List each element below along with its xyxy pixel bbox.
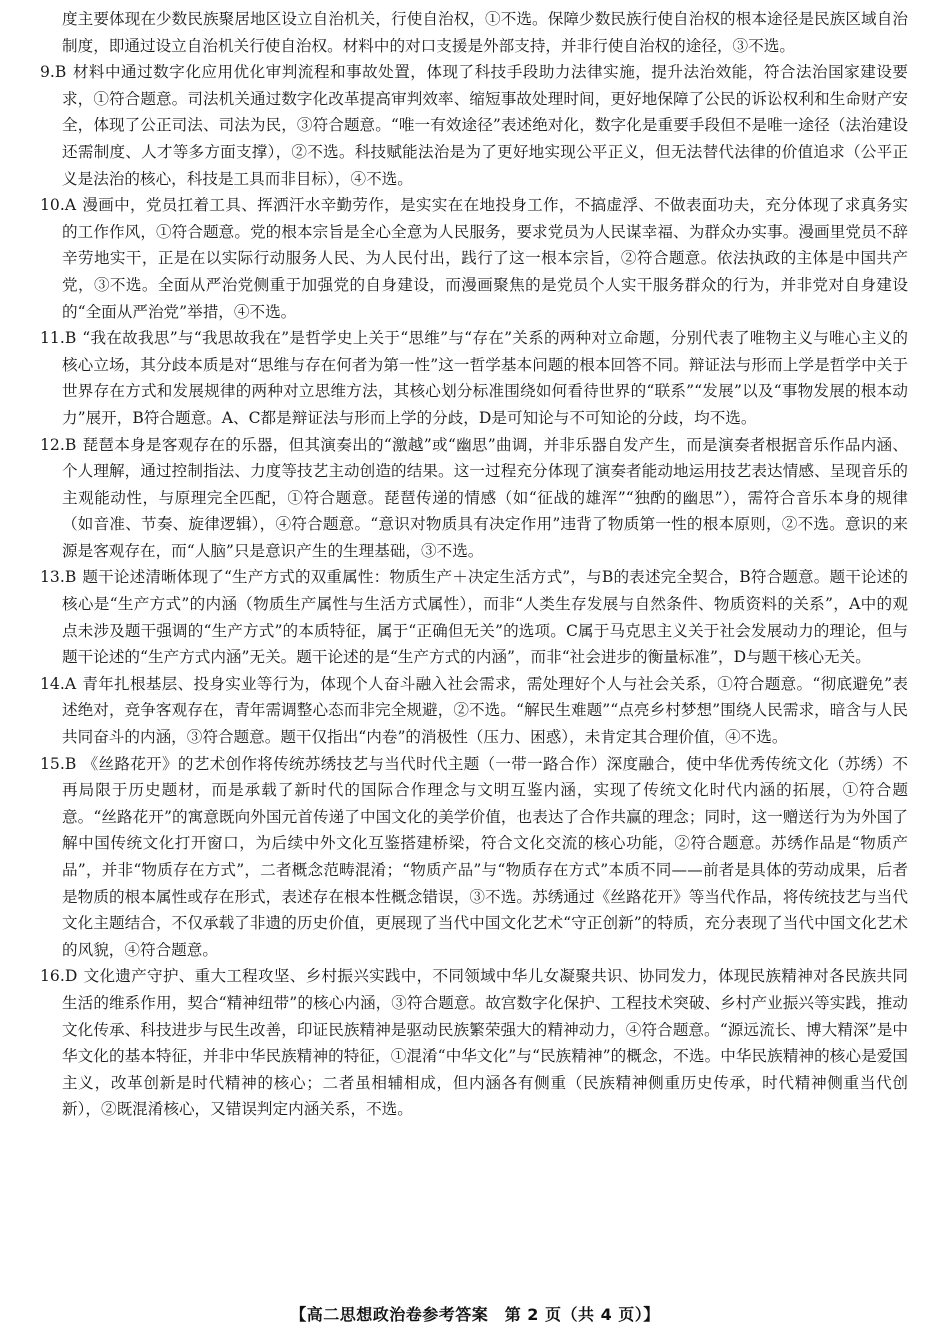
- answer-letter: B: [64, 329, 77, 348]
- answer-item-15: [40, 751, 908, 964]
- answer-letter: B: [64, 568, 77, 587]
- answer-letter: A: [64, 674, 77, 693]
- explanation-text: 文化遗产守护、重大工程攻坚、乡村振兴实践中，不同领域中华儿女凝聚共识、协同发力，体现民族精神对各民族共同生活的维系作用，契合“精神纽带”的核心内涵，③符合题意。故宫数字化保护、工程技术突破、乡村产业振兴等实践，推动文化传承、科技进步与民生改善，印证民族精神是驱动民族繁荣强大的精神动力，④符合题意。“源远流长、博大精深”是中华文化的基本特征，并非中华民族精神的特征，①混淆“中华文化”与“民族精神”的概念，不选。中华民族精神的核心是爱国主义，改革创新是时代精神的核心；二者虽相辅相成，但内涵各有侧重（民族精神侧重历史传承，时代精神侧重当代创新），②既混淆核心，又错误判定内涵关系，不选。: [62, 967, 908, 1119]
- explanation-text: 青年扎根基层、投身实业等行为，体现个人奋斗融入社会需求，需处理好个人与社会关系，①符合题意。“彻底避免”表述绝对，竞争客观存在，青年需调整心态而非完全规避，②不选。“解民生难题”“点亮乡村梦想”围绕人民需求，暗含与人民共同奋斗的内涵，③符合题意。题干仅指出“内卷”的消极性（压力、困惑），未肯定其合理价值，④不选。: [62, 674, 908, 747]
- explanation-text: 材料中通过数字化应用优化审判流程和事故处置，体现了科技手段助力法律实施，提升法治效能，符合法治国家建设要求，①符合题意。司法机关通过数字化改革提高审判效率、缩短事故处理时间，更好地保障了公民的诉讼权利和生命财产安全，体现了公正司法、司法为民，③符合题意。“唯一有效途径”表述绝对化，数字化是重要手段但不是唯一途径（法治建设还需制度、人才等多方面支撑），②不选。科技赋能法治是为了更好地实现公平正义，但无法替代法律的价值追求（公平正义是法治的核心，科技是工具而非目标），④不选。: [62, 63, 908, 188]
- answer-item-12: [40, 432, 908, 565]
- explanation-text: 《丝路花开》的艺术创作将传统苏绣技艺与当代时代主题（一带一路合作）深度融合，使中华优秀传统文化（苏绣）不再局限于历史题材，而是承载了新时代的国际合作理念与文明互鉴内涵，实现了传统文化时代内涵的拓展，①符合题意。“丝路花开”的寓意既向外国元首传递了中国文化的美学价值，也表达了合作共赢的理念；同时，这一赠送行为为外国了解中国传统文化打开窗口，为后续中外文化互鉴搭建桥梁，符合文化交流的核心功能，②符合题意。苏绣作品是“物质产品”，并非“物质存在方式”，二者概念范畴混淆；“物质产品”与“物质存在方式”本质不同——前者是具体的劳动成果，后者是物质的根本属性或存在形式，表述存在根本性概念错误，③不选。苏绣通过《丝路花开》等当代作品，将传统技艺与当代文化主题结合，不仅承载了非遗的历史价值，更展现了当代中国文化艺术“守正创新”的特质，充分表现了当代中国文化艺术的风貌，④符合题意。: [62, 754, 908, 959]
- answer-item-14: [40, 671, 908, 751]
- answer-item-9: [40, 59, 908, 192]
- item-number: 13.: [40, 568, 65, 587]
- item-number: 15.: [40, 754, 65, 773]
- answer-item-11: [40, 325, 908, 431]
- answer-page: [40, 6, 908, 1123]
- answer-letter: A: [64, 196, 77, 215]
- answer-item-16: [40, 963, 908, 1123]
- explanation-text: “我在故我思”与“我思故我在”是哲学史上关于“思维”与“存在”关系的两种对立命题，分别代表了唯物主义与唯心主义的核心立场，其分歧本质是对“思维与存在何者为第一性”这一哲学基本问题的根本回答不同。辩证法与形而上学是哲学中关于世界存在方式和发展规律的两种对立思维方法，其核心划分标准围绕如何看待世界的“联系”“发展”以及“事物发展的根本动力”展开，B符合题意。A、C都是辩证法与形而上学的分歧，D是可知论与不可知论的分歧，均不选。: [62, 329, 908, 427]
- item-number: 11.: [40, 329, 65, 348]
- answer-letter: D: [64, 967, 78, 986]
- answer-item-13: [40, 564, 908, 670]
- item-number: 16.: [40, 967, 65, 986]
- item-number: 12.: [40, 435, 65, 454]
- answer-letter: B: [54, 63, 67, 82]
- answer-letter: B: [64, 754, 77, 773]
- item-8-continuation: 度主要体现在少数民族聚居地区设立自治机关，行使自治权，①不选。保障少数民族行使自治权的根本途径是民族区域自治制度，即通过设立自治机关行使自治权。材料中的对口支援是外部支持，并非行使自治权的途径，③不选。: [62, 10, 908, 55]
- explanation-text: 题干论述清晰体现了“生产方式的双重属性：物质生产＋决定生活方式”，与B的表述完全契合，B符合题意。题干论述的核心是“生产方式”的内涵（物质生产属性与生活方式属性），而非“人类生存发展与自然条件、物质资料的关系”，A中的观点未涉及题干强调的“生产方式”的本质特征，属于“正确但无关”的选项。C属于马克思主义关于社会发展动力的理论，但与题干论述的“生产方式内涵”无关。题干论述的是“生产方式的内涵”，而非“社会进步的衡量标准”，D与题干核心无关。: [62, 568, 908, 667]
- page-footer: 【高二思想政治卷参考答案 第 2 页（共 4 页）】: [290, 1305, 660, 1324]
- item-number: 10.: [40, 196, 65, 215]
- answer-item-10: [40, 192, 908, 325]
- answer-letter: B: [64, 435, 77, 454]
- explanation-text: 琵琶本身是客观存在的乐器，但其演奏出的“激越”或“幽思”曲调，并非乐器自发产生，而是演奏者根据音乐作品内涵、个人理解，通过控制指法、力度等技艺主动创造的结果。这一过程充分体现了演奏者能动地运用技艺表达情感、呈现音乐的主观能动性，与原理完全匹配，①符合题意。琵琶传递的情感（如“征战的雄浑”“独酌的幽思”），需符合音乐本身的规律（如音准、节奏、旋律逻辑），④符合题意。“意识对物质具有决定作用”违背了物质第一性的根本原则，②不选。意识的来源是客观存在，而“人脑”只是意识产生的生理基础，③不选。: [62, 435, 908, 560]
- item-number: 14.: [40, 674, 65, 693]
- explanation-text: 漫画中，党员扛着工具、挥洒汗水辛勤劳作，是实实在在地投身工作，不搞虚浮、不做表面功夫，充分体现了求真务实的工作作风，①符合题意。党的根本宗旨是全心全意为人民服务，要求党员为人民谋幸福、为群众办实事。漫画里党员不辞辛劳地实干，正是在以实际行动服务人民、为人民付出，践行了这一根本宗旨，②符合题意。依法执政的主体是中国共产党，③不选。全面从严治党侧重于加强党的自身建设，而漫画聚焦的是党员个人实干服务群众的行为，并非党对自身建设的“全面从严治党”举措，④不选。: [62, 196, 908, 321]
- item-number: 9.: [40, 63, 55, 82]
